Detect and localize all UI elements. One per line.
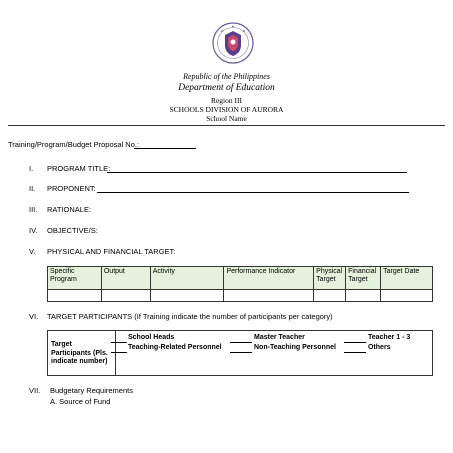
option-non-teaching-personnel: Non-Teaching Personnel (254, 344, 336, 351)
header-region: Region III (210, 96, 243, 105)
proponent-field[interactable] (97, 192, 409, 193)
col-activity: Activity (150, 267, 224, 290)
participants-divider (115, 331, 116, 375)
budgetary-requirements-label: Budgetary Requirements (50, 386, 133, 395)
option-school-heads: School Heads (128, 334, 175, 341)
table-cell[interactable] (381, 290, 433, 302)
table-cell[interactable] (224, 290, 314, 302)
rationale-label: RATIONALE: (47, 205, 92, 214)
physical-financial-target-table (47, 266, 433, 302)
option-master-teacher: Master Teacher (254, 334, 305, 341)
program-title-label: PROGRAM TITLE: (47, 164, 111, 173)
col-specific-program: Specific Program (48, 267, 102, 290)
school-heads-count-field[interactable] (111, 342, 127, 343)
master-teacher-count-field[interactable] (230, 342, 252, 343)
table-row (48, 290, 433, 302)
proponent-label: PROPONENT: (47, 184, 96, 193)
col-target-date: Target Date (381, 267, 433, 290)
header-department: Department of Education (178, 83, 275, 93)
section-number-ii: II. (29, 184, 36, 193)
col-performance-indicator: Performance Indicator (224, 267, 314, 290)
table-cell[interactable] (48, 290, 102, 302)
section-number-vii: VII. (29, 386, 41, 395)
program-title-field[interactable] (107, 172, 407, 173)
proposal-no-field[interactable] (134, 148, 196, 149)
section-number-v: V. (29, 247, 36, 256)
source-of-fund-label: A. Source of Fund (50, 397, 111, 406)
header-school: School Name (206, 114, 247, 123)
physical-financial-target-label: PHYSICAL AND FINANCIAL TARGET: (47, 247, 176, 256)
target-participants-box (47, 330, 433, 376)
table-cell[interactable] (346, 290, 381, 302)
col-output: Output (101, 267, 150, 290)
header-division: SCHOOLS DIVISION OF AURORA (169, 105, 284, 114)
header-divider (8, 125, 445, 126)
others-count-field[interactable] (344, 352, 366, 353)
teaching-related-count-field[interactable] (111, 352, 127, 353)
target-table-header-row (48, 267, 433, 290)
section-number-iii: III. (29, 205, 38, 214)
col-physical-target: Physical Target (314, 267, 346, 290)
option-teaching-related-personnel: Teaching-Related Personnel (128, 344, 222, 351)
col-financial-target: Financial Target (346, 267, 381, 290)
section-number-vi: VI. (29, 312, 39, 321)
target-participants-label: TARGET PARTICIPANTS (If Training indicate the number of participants per category) (47, 312, 333, 321)
table-cell[interactable] (150, 290, 224, 302)
table-cell[interactable] (101, 290, 150, 302)
deped-seal-logo (212, 22, 254, 64)
header-republic: Republic of the Philippines (183, 72, 270, 81)
option-others: Others (368, 344, 391, 351)
table-cell[interactable] (314, 290, 346, 302)
non-teaching-count-field[interactable] (230, 352, 252, 353)
section-number-iv: IV. (29, 226, 38, 235)
section-number-i: I. (29, 164, 34, 173)
teacher-count-field[interactable] (344, 342, 366, 343)
participants-row-label: Target Participants (Pls. indicate number) (51, 341, 108, 365)
option-teacher-1-3: Teacher 1 - 3 (368, 334, 411, 341)
proposal-no-label: Training/Program/Budget Proposal No.: (8, 140, 140, 149)
objectives-label: OBJECTIVE/S: (47, 226, 98, 235)
